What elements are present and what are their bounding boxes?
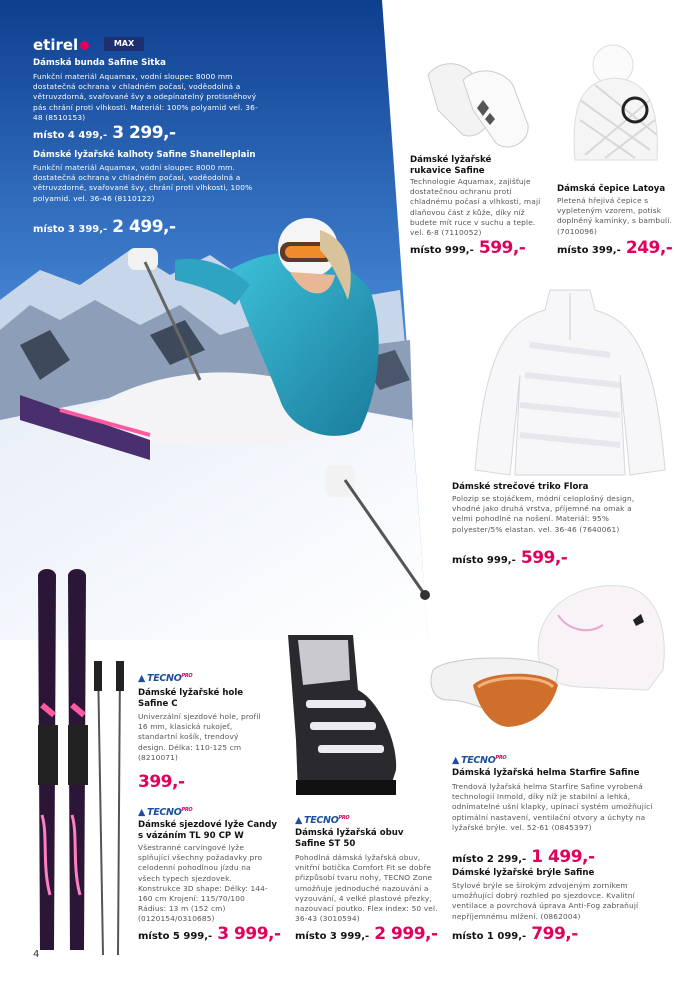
shirt-old-price: místo 999,-	[452, 555, 516, 566]
poles-price	[138, 772, 185, 792]
etirel-logo: etirel	[33, 36, 89, 54]
pants-title: Dámské lyžařské kalhoty Safine Shanelleplain	[33, 150, 256, 160]
jacket-price	[33, 123, 176, 143]
boots-old-price: místo 3 999,-	[295, 931, 370, 942]
gloves-image	[418, 55, 538, 155]
gloves-price	[410, 238, 525, 258]
boots-desc: Pohodlná dámská lyžařská obuv, vnitřní botička Comfort Fit se dobře přizpůsobí tvaru nohy, TECNO Zone umožňuje jednoduché nazouvání a vyzouvání, 4 velké plastové přezky, nazouvací poutko. Flex index: 50 vel. 36-43 (3010594)	[295, 853, 438, 924]
skis-tecno-logo: ▲ $TECNO^{PRO}$	[138, 807, 193, 819]
hat-title: Dámská čepice Latoya	[557, 184, 666, 194]
pants-old-price: místo 3 399,-	[33, 224, 108, 235]
boots-title: Dámská lyžařská obuv Safine ST 50	[295, 828, 404, 849]
aquamax-logo: MAX	[104, 37, 144, 51]
shirt-title: Dámské strečové triko Flora	[452, 482, 589, 492]
jacket-new-price: 3 299,-	[112, 123, 176, 143]
boots-price	[295, 924, 438, 944]
helmet-price	[452, 847, 595, 867]
helmet-tecno-logo: ▲ $TECNO^{PRO}$	[452, 755, 507, 767]
skis-image	[28, 565, 138, 965]
goggles-old-price: místo 1 099,-	[452, 931, 527, 942]
boots-new-price: 2 999,-	[374, 924, 438, 944]
jacket-old-price: místo 4 499,-	[33, 130, 108, 141]
goggles-price	[452, 924, 578, 944]
helmet-goggles-image	[428, 575, 668, 750]
boots-tecno-logo: ▲ $TECNO^{PRO}$	[295, 815, 350, 827]
hat-price	[557, 238, 672, 258]
shirt-price	[452, 548, 567, 568]
helmet-new-price: 1 499,-	[531, 847, 595, 867]
gloves-title: Dámské lyžařské rukavice Safine	[410, 155, 492, 176]
pants-price	[33, 217, 176, 237]
hat-image	[565, 40, 665, 170]
goggles-new-price: 799,-	[531, 924, 578, 944]
shirt-image	[470, 285, 670, 480]
helmet-title: Dámská lyžařská helma Starfire Safine	[452, 768, 640, 778]
gloves-old-price: místo 999,-	[410, 245, 474, 256]
skis-desc: Všestranné carvingové lyže splňující všechny požadavky pro celodenní pohodlnou jízdu na všech typech sjezdovek. Konstrukce 3D shape: Délky: 144-160 cm Krojení: 115/70/100 Rádius: 13 m (152 cm) (0120154/0310685)	[138, 843, 268, 924]
poles-new-price: 399,-	[138, 772, 185, 792]
page-number: 4	[33, 949, 40, 960]
skis-new-price: 3 999,-	[217, 924, 281, 944]
pants-desc: Funkční materiál Aquamax, vodní sloupec 8000 mm. dostatečná ochrana v chladném počasí, voděodolná a větruvzdorné, svařované švy, chrání proti vlhkosti, 100% polyamid. vel. 36-46 (8110122)	[33, 163, 253, 203]
skis-old-price: místo 5 999,-	[138, 931, 213, 942]
helmet-desc: Trendová lyžařská helma Starfire Safine vyrobená technologií Inmold, díky níž je stabilní a lehká, odnímatelné ušní klapky, upínací systém umožňující optimální nastavení, ventilační otvory a úchyty na lyžařské brýle. vel. 52-61 (0845397)	[452, 782, 653, 832]
poles-title: Dámské lyžařské hole Safine C	[138, 688, 244, 709]
goggles-desc: Stylové brýle se širokým zdvojeným zorníkem umožňující dobrý rozhled po sjezdovce. Kvalitní ventilace a povrchová úprava Anti-Fog zabraňují nepříjemnému mlžení. (0862004)	[452, 881, 639, 921]
shirt-desc: Polozip se stojáčkem, módní celoplošný design, vhodné jako druhá vrstva, příjemné na omak a velmi pohodlné na nošení. Materiál: 95% polyester/5% elastan. vel. 36-46 (7640061)	[452, 494, 635, 534]
jacket-title: Dámská bunda Safine Sitka	[33, 58, 166, 68]
boots-image	[278, 630, 403, 800]
poles-tecno-logo: ▲ $TECNO^{PRO}$	[138, 673, 193, 685]
hat-desc: Pletená hřejivá čepice s vypleteným vzorem, potisk doplněný kamínky, s bambulí. (7010096)	[557, 196, 672, 236]
jacket-desc: Funkční materiál Aquamax, vodní sloupec 8000 mm dostatečná ochrana v chladném počasí, voděodolná a větruvzdorná, svařované švy a odepínatelný protisněhový pás chrání proti vlhkosti. Materiál: 100% polyamid vel. 36-48 (8510153)	[33, 72, 258, 122]
pants-new-price: 2 499,-	[112, 217, 176, 237]
gloves-desc: Technologie Aquamax, zajišťuje dostatečnou ochranu proti chladnému počasí a vlhkosti, mají dlaňovou část z kůže, díky níž budete mít ruce v suchu a teple. vel. 6-8 (7110052)	[410, 177, 541, 238]
gloves-new-price: 599,-	[478, 238, 526, 258]
shirt-new-price: 599,-	[520, 548, 568, 568]
skis-title: Dámské sjezdové lyže Candy s vázáním TL 90 CP W	[138, 820, 278, 841]
hat-new-price: 249,-	[625, 238, 673, 258]
helmet-old-price: místo 2 299,-	[452, 854, 527, 865]
hat-old-price: místo 399,-	[557, 245, 621, 256]
poles-desc: Univerzální sjezdové hole, profil 16 mm, klasická rukojeť, standartní košík, trendový design. Délka: 110-125 cm (8210071)	[138, 712, 261, 762]
skis-price	[138, 924, 281, 944]
goggles-title: Dámské lyžařské brýle Safine	[452, 868, 595, 878]
